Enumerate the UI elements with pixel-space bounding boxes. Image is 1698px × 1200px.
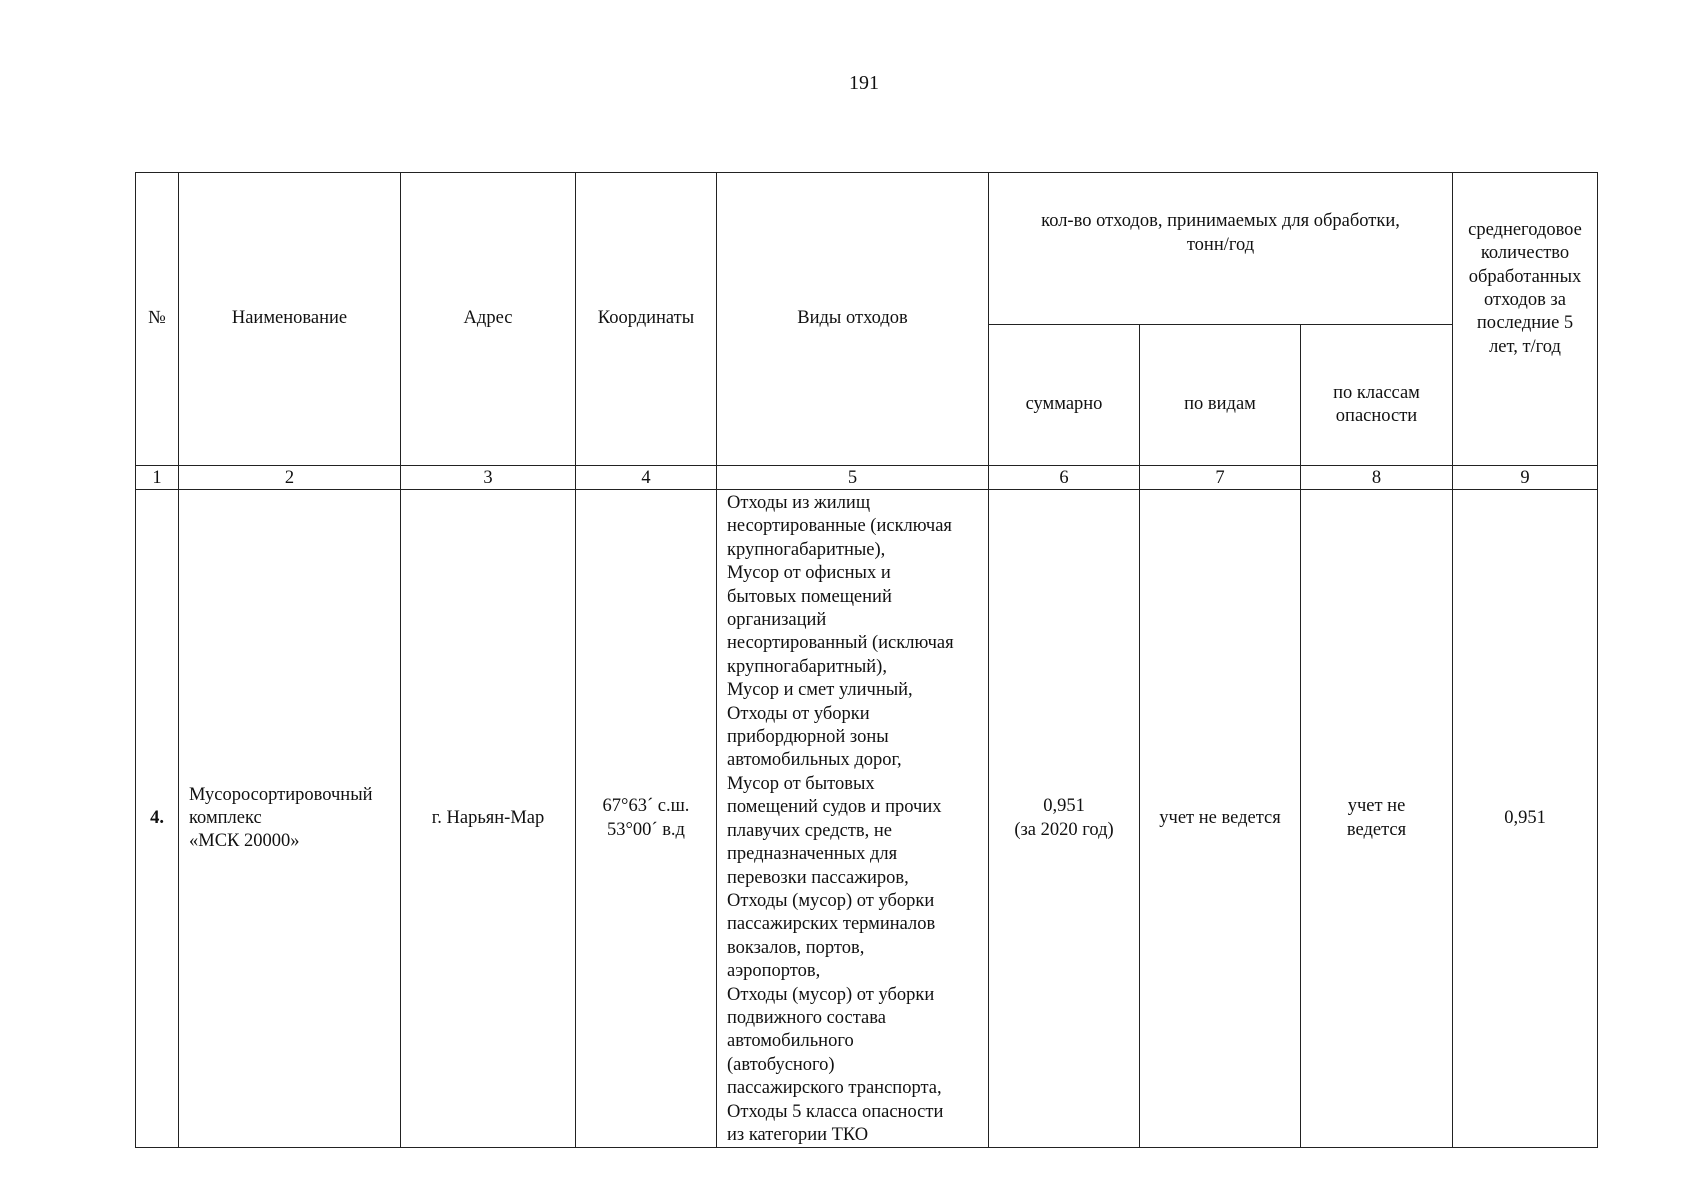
table-row: [136, 490, 1598, 1148]
waste-type-line: прибордюрной зоны: [727, 727, 889, 748]
header-accepted-waste-group: кол-во отходов, принимаемых для обработки, тонн/год: [989, 173, 1453, 325]
waste-type-line: плавучих средств, не: [727, 820, 893, 841]
header-address: Адрес: [401, 173, 576, 466]
header-by-hazard-class: по классам опасности: [1301, 325, 1453, 466]
header-name: Наименование: [179, 173, 401, 466]
waste-type-line: вокзалов, портов,: [727, 937, 865, 958]
page-number: 191: [849, 72, 879, 94]
waste-type-line: крупногабаритный),: [727, 656, 887, 677]
facility-coordinates: 67°63´ с.ш. 53°00´ в.д: [576, 490, 717, 1148]
header-by-type: по видам: [1140, 325, 1301, 466]
waste-type-line: организаций: [727, 610, 827, 631]
facility-address: г. Нарьян-Мар: [401, 490, 576, 1148]
waste-type-line: несортированный (исключая: [727, 633, 954, 654]
column-number: 2: [179, 466, 401, 490]
header-row: [136, 173, 1598, 325]
waste-type-line: Отходы от уборки: [727, 703, 870, 724]
waste-facilities-table: [135, 172, 1598, 1148]
waste-type-line: перевозки пассажиров,: [727, 867, 909, 888]
waste-type-line: Отходы 5 класса опасности: [727, 1101, 944, 1122]
average-annual-processed: 0,951: [1453, 490, 1598, 1148]
waste-type-line: пассажирских терминалов: [727, 914, 936, 935]
waste-type-line: Отходы из жилищ: [727, 493, 871, 513]
waste-type-line: из категории ТКО: [727, 1124, 869, 1145]
accepted-by-type: учет не ведется: [1140, 490, 1301, 1148]
waste-type-line: Мусор от офисных и: [727, 563, 891, 584]
waste-type-line: Мусор от бытовых: [727, 773, 875, 794]
column-number: 9: [1453, 466, 1598, 490]
accepted-total: 0,951 (за 2020 год): [989, 490, 1140, 1148]
waste-type-line: (автобусного): [727, 1054, 835, 1075]
facility-name: Мусоросортировочный комплекс «МСК 20000»: [179, 490, 401, 1148]
header-total: суммарно: [989, 325, 1140, 466]
header-num: №: [136, 173, 179, 466]
waste-type-line: бытовых помещений: [727, 586, 892, 607]
column-number: 3: [401, 466, 576, 490]
column-number: 6: [989, 466, 1140, 490]
column-number: 7: [1140, 466, 1301, 490]
waste-type-line: предназначенных для: [727, 844, 898, 865]
waste-type-line: автомобильных дорог,: [727, 750, 902, 771]
header-average-annual: среднегодовое количество обработанных отходов за последние 5 лет, т/год: [1453, 173, 1598, 466]
header-coordinates: Координаты: [576, 173, 717, 466]
column-number: 1: [136, 466, 179, 490]
column-number: 8: [1301, 466, 1453, 490]
waste-type-line: несортированные (исключая: [727, 516, 952, 537]
waste-type-line: помещений судов и прочих: [727, 797, 942, 818]
column-numbers-row: [136, 466, 1598, 490]
waste-type-line: Мусор и смет уличный,: [727, 680, 913, 701]
waste-type-line: крупногабаритные),: [727, 539, 886, 560]
column-number: 5: [717, 466, 989, 490]
waste-types-list: [717, 490, 989, 1148]
row-number: 4.: [136, 490, 179, 1148]
waste-type-line: автомобильного: [727, 1031, 854, 1052]
accepted-by-hazard-class: учет не ведется: [1301, 490, 1453, 1148]
waste-type-line: подвижного состава: [727, 1007, 886, 1028]
waste-type-line: пассажирского транспорта,: [727, 1078, 942, 1099]
waste-type-line: аэропортов,: [727, 961, 821, 982]
waste-type-line: Отходы (мусор) от уборки: [727, 984, 935, 1005]
column-number: 4: [576, 466, 717, 490]
waste-type-line: Отходы (мусор) от уборки: [727, 890, 935, 911]
header-waste-types: Виды отходов: [717, 173, 989, 466]
